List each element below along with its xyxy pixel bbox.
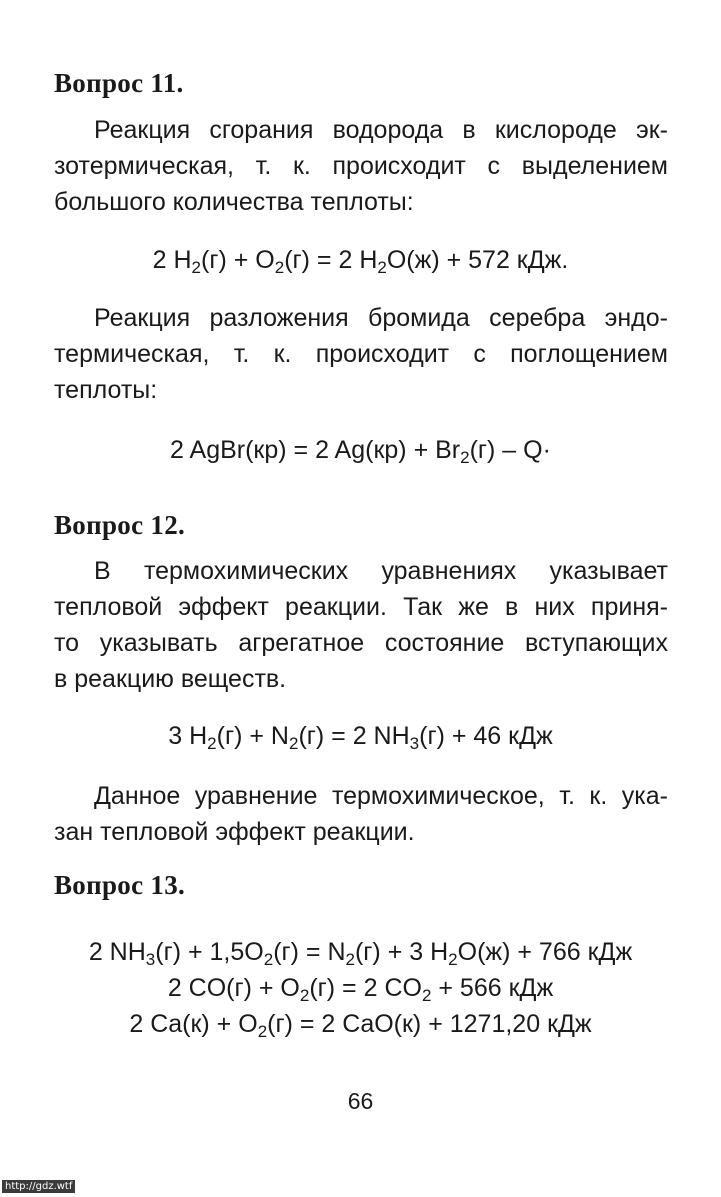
watermark-link[interactable]: http://gdz.wtf — [2, 1180, 75, 1193]
text-line: зотермическая, т. к. происходит с выделением — [54, 152, 668, 180]
q13-equation-3: 2 $Ca(к) + O_2(г) = 2$ CaO(к) + 1271,20 кДж — [129, 1010, 592, 1041]
text-line: Реакция сгорания водорода в кислороде эк- — [94, 116, 668, 144]
question-11-heading: Вопрос 11. — [54, 68, 184, 98]
q13-equation-1: 2 $NH_3(г) + 1,5O_2(г) = N_2(г) + 3$ $H_2O(ж) + 766$ кДж — [88, 938, 633, 969]
q11-paragraph-2 — [54, 300, 668, 408]
q12-equation-1: 3 $H_2(г) + N_2(г) = 2$ $NH_3(г) + 46$ кДж — [168, 722, 553, 753]
q13-equation-2: 2 $CO(г) + O_2(г) = 2$ $CO_2 + 566$ кДж — [167, 974, 554, 1005]
text-line: теплоты: — [54, 376, 158, 404]
text-line: в реакцию веществ. — [54, 665, 287, 693]
text-line: тепловой эффект реакции. Так же в них приня- — [54, 593, 668, 621]
q11-equation-2: 2 AgBr(кр) = 2 $Ag(кр) + Br_2(г) - Q\cdot$ — [170, 436, 551, 467]
question-12-heading: Вопрос 12. — [54, 510, 186, 540]
question-13-heading: Вопрос 13. — [54, 870, 186, 900]
page-number: 66 — [347, 1088, 374, 1114]
text-line: Данное уравнение термохимическое, т. к. ука- — [94, 782, 668, 810]
q12-paragraph-1 — [54, 553, 668, 697]
text-line: большого количества теплоты: — [54, 188, 414, 216]
q11-equation-1: 2 $H_2(г) + O_2(г) = 2$ $H_2O(ж) + 572$ кДж. — [152, 246, 569, 277]
text-line: В термохимических уравнениях указывает — [94, 557, 668, 585]
q11-paragraph-1 — [54, 112, 668, 220]
text-line: зан тепловой эффект реакции. — [54, 818, 415, 846]
text-line: Реакция разложения бромида серебра эндо- — [94, 304, 668, 332]
text-line: термическая, т. к. происходит с поглощением — [54, 340, 668, 368]
q12-paragraph-2 — [54, 778, 668, 850]
text-line: то указывать агрегатное состояние вступающих — [54, 629, 668, 657]
